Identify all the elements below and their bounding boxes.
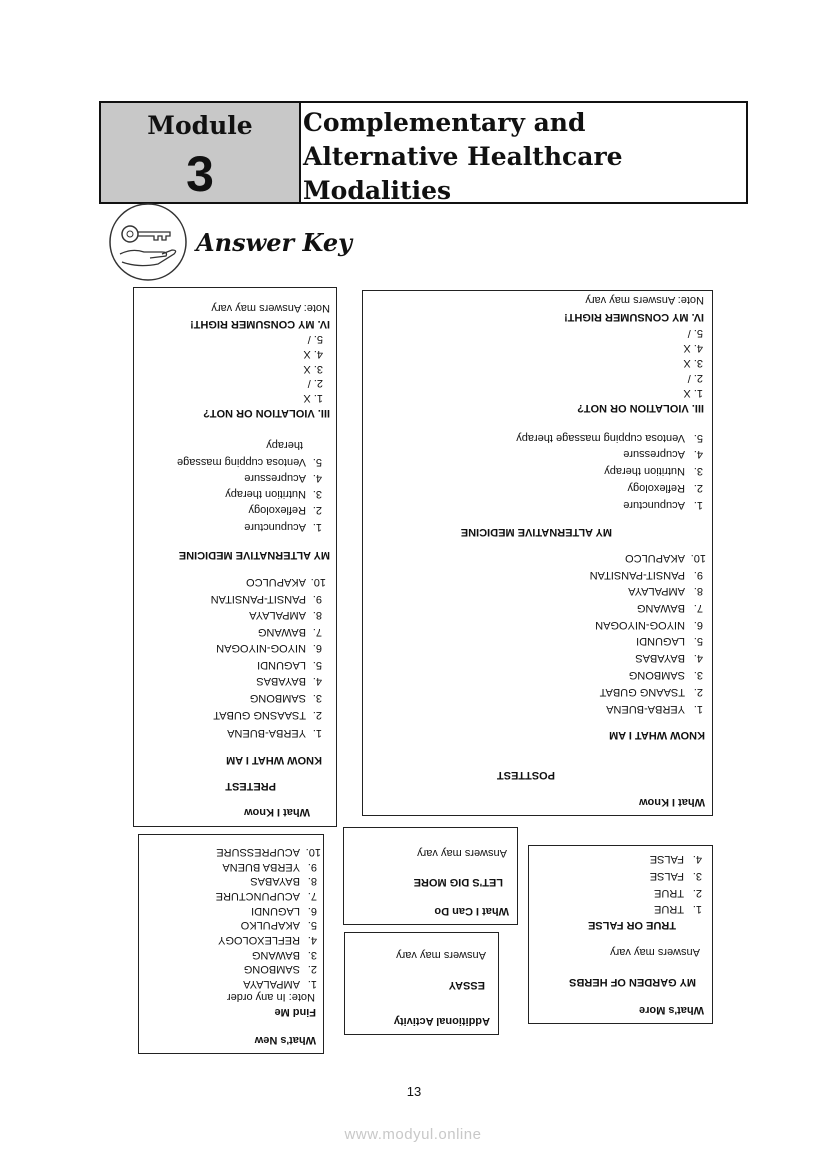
list-item: TSAASNG GUBAT bbox=[213, 709, 306, 721]
list-item: Acupuncture bbox=[244, 521, 306, 533]
list-item: Nutrition therapy bbox=[604, 465, 685, 477]
module-label: Module bbox=[147, 111, 253, 140]
list-item: AMPALAYA bbox=[243, 978, 300, 990]
list-item: Acupressure bbox=[244, 472, 306, 484]
list-item: 1. X bbox=[303, 392, 323, 404]
list-item: Reflexology bbox=[248, 504, 306, 516]
list-item: AMPALAYA bbox=[628, 585, 685, 597]
answer-key-heading: Answer Key bbox=[196, 228, 353, 257]
module-number: 3 bbox=[186, 146, 214, 202]
list-item: YERBA-BUENA bbox=[227, 727, 306, 739]
list-item: YERBA-BUENA bbox=[606, 703, 685, 715]
item-number: 4. bbox=[693, 448, 703, 460]
item-number: 5. bbox=[307, 919, 317, 931]
list-item: SAMBONG bbox=[249, 692, 306, 704]
list-item: Reflexology bbox=[627, 482, 685, 494]
item-number: 3. bbox=[307, 949, 317, 961]
list-item: REFLEXOLOGY bbox=[218, 934, 300, 946]
list-item: FALSE bbox=[649, 853, 684, 865]
answer-text: Answers may vary bbox=[417, 847, 507, 859]
item-number: 9. bbox=[312, 593, 322, 605]
part-heading: MY ALTERNATIVE MEDICINE bbox=[178, 549, 330, 561]
list-item: BAYABAS bbox=[250, 875, 300, 887]
part-heading: IV. MY CONSUMER RIGHT! bbox=[190, 318, 330, 330]
box-subtitle: LET'S DIG MORE bbox=[413, 876, 503, 888]
list-item: SAMBONG bbox=[243, 963, 300, 975]
list-item: LAGUNDI bbox=[257, 659, 306, 671]
list-item: Ventosa cupping massage therapy bbox=[516, 432, 685, 444]
list-item: 3. X bbox=[683, 357, 703, 369]
list-item: ACUPUNCTURE bbox=[215, 890, 300, 902]
item-number: 1. bbox=[693, 499, 703, 511]
list-item: YERBA BUENA bbox=[222, 861, 300, 873]
note: Note: Answers may vary bbox=[585, 294, 704, 306]
item-number: 2. bbox=[693, 482, 703, 494]
list-item: BAWANG bbox=[257, 626, 306, 638]
list-item: NIYOG-NIYOGAN bbox=[216, 642, 306, 654]
item-number: 1. bbox=[307, 978, 317, 990]
list-item: LAGUNDI bbox=[636, 635, 685, 647]
item-number: 10. bbox=[305, 846, 321, 858]
list-item: AMPALAYA bbox=[249, 609, 306, 621]
list-item: BAYABAS bbox=[256, 675, 306, 687]
list-item: 3. X bbox=[303, 363, 323, 375]
whats-more-box bbox=[528, 845, 713, 1024]
box-subtitle: Find Me bbox=[274, 1006, 316, 1018]
additional-activity-box bbox=[344, 932, 499, 1035]
box-subtitle: ESSAY bbox=[448, 979, 485, 991]
part-heading: MY ALTERNATIVE MEDICINE bbox=[460, 526, 612, 538]
list-item: PANSIT-PANSITAN bbox=[210, 593, 306, 605]
item-number: 4. bbox=[692, 853, 702, 865]
title-line: Alternative Healthcare bbox=[303, 142, 623, 171]
list-item: FALSE bbox=[649, 870, 684, 882]
what-i-can-do-box bbox=[343, 827, 518, 925]
title-line: Modalities bbox=[303, 176, 452, 205]
item-number: 8. bbox=[312, 609, 322, 621]
item-number: 8. bbox=[693, 585, 703, 597]
list-item: LAGUNDI bbox=[251, 905, 300, 917]
part-heading: IV. MY CONSUMER RIGHT! bbox=[564, 311, 704, 323]
list-item: BAWANG bbox=[636, 602, 685, 614]
part-heading: KNOW WHAT I AM bbox=[609, 729, 705, 741]
list-item: 5. / bbox=[687, 327, 703, 339]
item-number: 7. bbox=[693, 602, 703, 614]
item-number: 7. bbox=[307, 890, 317, 902]
list-item: BAWANG bbox=[251, 949, 300, 961]
box-title: What I Know bbox=[244, 806, 310, 818]
list-item: ACUPRESSURE bbox=[216, 846, 300, 858]
part-heading: KNOW WHAT I AM bbox=[226, 754, 322, 766]
item-number: 6. bbox=[312, 642, 322, 654]
list-item: Nutrition therapy bbox=[225, 488, 306, 500]
list-item: Acupuncture bbox=[623, 499, 685, 511]
box-title: What I Know bbox=[639, 796, 705, 808]
part-heading: III. VIOLATION OR NOT? bbox=[203, 407, 330, 419]
item-number: 5. bbox=[693, 432, 703, 444]
whats-new-box bbox=[138, 834, 324, 1054]
item-number: 10. bbox=[690, 552, 706, 564]
module-title bbox=[303, 106, 623, 208]
key-hand-icon bbox=[108, 202, 188, 282]
answer-text: Answers may vary bbox=[396, 949, 486, 961]
box-title: What I Can Do bbox=[434, 905, 509, 917]
item-number: 1. bbox=[312, 521, 322, 533]
list-item: 1. X bbox=[683, 387, 703, 399]
pretest-answer-box bbox=[133, 287, 337, 827]
item-number: 2. bbox=[692, 887, 702, 899]
item-number: 1. bbox=[693, 703, 703, 715]
item-number: 4. bbox=[307, 934, 317, 946]
item-number: 1. bbox=[312, 727, 322, 739]
page-number: 13 bbox=[406, 1084, 422, 1099]
item-number: 3. bbox=[693, 669, 703, 681]
item-number: 2. bbox=[312, 709, 322, 721]
item-number: 3. bbox=[312, 488, 322, 500]
note: Note: Answers may vary bbox=[211, 302, 330, 314]
part-heading: TRUE OR FALSE bbox=[587, 919, 676, 931]
item-number: 10. bbox=[310, 576, 326, 588]
list-item: AKAPULCO bbox=[625, 552, 685, 564]
title-line: Complementary and bbox=[303, 108, 586, 137]
item-number: 7. bbox=[312, 626, 322, 638]
item-number: 3. bbox=[312, 692, 322, 704]
item-number: 4. bbox=[693, 652, 703, 664]
list-item: Acupressure bbox=[623, 448, 685, 460]
box-subtitle: MY GARDEN OF HERBS bbox=[569, 976, 696, 988]
note: Note: In any order bbox=[226, 991, 315, 1003]
item-number: 3. bbox=[692, 870, 702, 882]
list-item: BAYABAS bbox=[635, 652, 685, 664]
list-item: PANSIT-PANSITAN bbox=[589, 569, 685, 581]
list-item: SAMBONG bbox=[628, 669, 685, 681]
item-number: 4. bbox=[312, 675, 322, 687]
list-item: TRUE bbox=[654, 887, 684, 899]
list-item: 4. X bbox=[683, 342, 703, 354]
box-title: Additional Activity bbox=[393, 1015, 490, 1027]
watermark: www.modyul.online bbox=[344, 1126, 482, 1143]
box-title: What's New bbox=[254, 1034, 316, 1046]
item-number: 8. bbox=[307, 875, 317, 887]
item-number: 2. bbox=[312, 504, 322, 516]
module-header bbox=[99, 101, 748, 204]
item-number: 5. bbox=[312, 659, 322, 671]
list-item: Ventosa cupping massage bbox=[176, 456, 306, 468]
item-number: 2. bbox=[307, 963, 317, 975]
list-item: TSAANG GUBAT bbox=[599, 686, 685, 698]
list-item: AKAPULCO bbox=[246, 576, 306, 588]
list-item: NIYOG-NIYOGAN bbox=[595, 619, 685, 631]
item-number: 3. bbox=[693, 465, 703, 477]
list-item: TRUE bbox=[654, 903, 684, 915]
box-title: What's More bbox=[639, 1004, 704, 1016]
list-item-continuation: therapy bbox=[266, 439, 303, 451]
item-number: 2. bbox=[693, 686, 703, 698]
item-number: 1. bbox=[692, 903, 702, 915]
list-item: 4. X bbox=[303, 348, 323, 360]
list-item: 5. / bbox=[307, 333, 323, 345]
item-number: 6. bbox=[307, 905, 317, 917]
answer-text: Answers may vary bbox=[610, 946, 700, 958]
item-number: 5. bbox=[312, 456, 322, 468]
posttest-answer-box bbox=[362, 290, 713, 816]
list-item: 2. / bbox=[687, 372, 703, 384]
list-item: 2. / bbox=[307, 377, 323, 389]
part-heading: III. VIOLATION OR NOT? bbox=[577, 402, 704, 414]
item-number: 5. bbox=[693, 635, 703, 647]
item-number: 9. bbox=[693, 569, 703, 581]
box-subtitle: PRETEST bbox=[225, 780, 276, 792]
item-number: 4. bbox=[312, 472, 322, 484]
item-number: 9. bbox=[307, 861, 317, 873]
module-number-cell bbox=[101, 103, 301, 202]
list-item: AKAPULKO bbox=[240, 919, 300, 931]
item-number: 6. bbox=[693, 619, 703, 631]
box-subtitle: POSTTEST bbox=[496, 769, 555, 781]
